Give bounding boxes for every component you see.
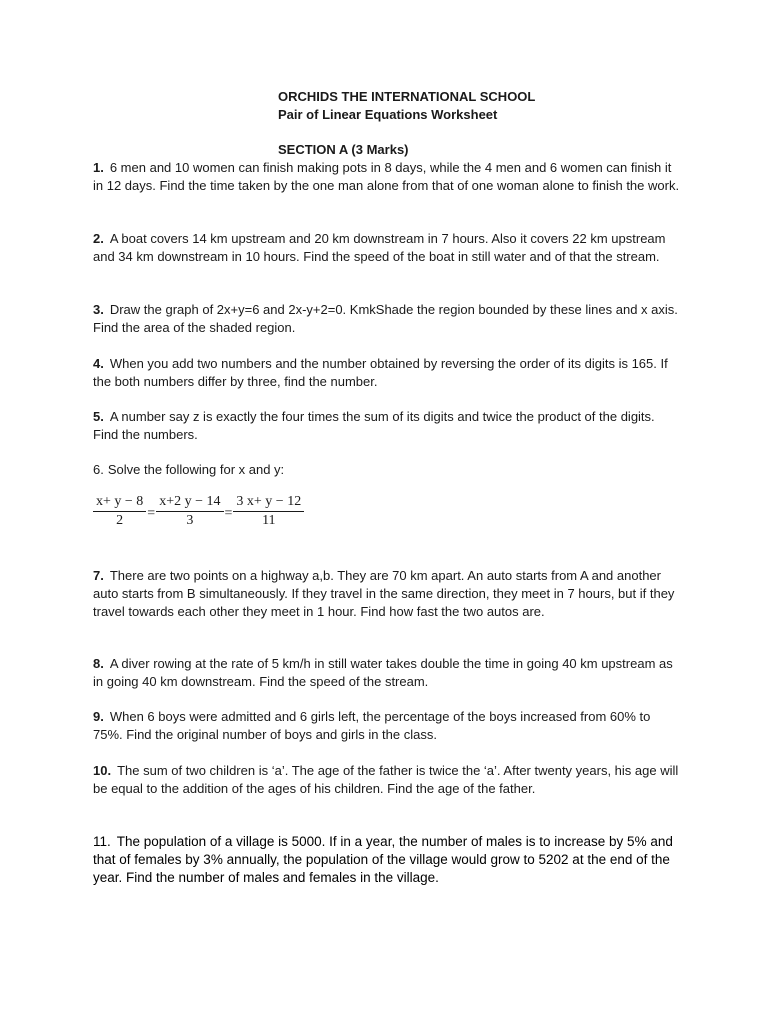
fraction-2-numerator: x+2 y − 14 xyxy=(156,494,223,512)
question-text: A diver rowing at the rate of 5 km/h in still water takes double the time in going 40 km upstream as in going 40 km downstream. Find the speed of the stream. xyxy=(93,656,673,689)
worksheet-title: Pair of Linear Equations Worksheet xyxy=(278,107,498,122)
question-text: The sum of two children is ‘a’. The age of the father is twice the ‘a’. After twenty years, his age will be equal to the addition of the ages of his children. Find the age of the father. xyxy=(93,763,679,796)
question-number: 2. xyxy=(93,231,104,246)
question-number: 8. xyxy=(93,656,104,671)
question-number: 6. xyxy=(93,462,104,477)
question-10 xyxy=(93,762,683,798)
question-text: 6 men and 10 women can finish making pots in 8 days, while the 4 men and 6 women can finish it in 12 days. Find the time taken by the one man alone from that of one woman alone to finish the work. xyxy=(93,160,680,193)
equation xyxy=(93,494,304,529)
question-number: 11. xyxy=(93,834,111,849)
question-text: When you add two numbers and the number obtained by reversing the order of its digits is 165. If the both numbers differ by three, find the number. xyxy=(93,356,668,389)
question-number: 7. xyxy=(93,568,104,583)
school-name: ORCHIDS THE INTERNATIONAL SCHOOL xyxy=(278,89,536,104)
question-text: There are two points on a highway a,b. They are 70 km apart. An auto starts from A and another auto starts from B simultaneously. If they travel in the same direction, they meet in 7 hours, but if they travel towards each other they meet in 1 hour. Find how fast the two autos are. xyxy=(93,568,675,619)
question-text: A boat covers 14 km upstream and 20 km downstream in 7 hours. Also it covers 22 km upstream and 34 km downstream in 10 hours. Find the speed of the boat in still water and of that the stream. xyxy=(93,231,666,264)
section-title: SECTION A (3 Marks) xyxy=(278,142,409,157)
question-2 xyxy=(93,230,683,266)
fraction-1-denominator: 2 xyxy=(116,513,124,528)
question-4 xyxy=(93,355,683,391)
question-number: 10. xyxy=(93,763,112,778)
question-3 xyxy=(93,301,683,337)
fraction-3-numerator: 3 x+ y − 12 xyxy=(233,494,304,512)
fraction-1 xyxy=(93,494,146,529)
equals-sign: = xyxy=(147,505,156,521)
question-11 xyxy=(93,833,683,887)
question-number: 9. xyxy=(93,709,104,724)
question-8 xyxy=(93,655,683,691)
question-9 xyxy=(93,708,683,744)
question-1 xyxy=(93,159,683,195)
fraction-2-denominator: 3 xyxy=(186,513,194,528)
question-text: A number say z is exactly the four times the sum of its digits and twice the product of the digits. Find the numbers. xyxy=(93,409,655,442)
question-6 xyxy=(93,461,683,479)
equals-sign: = xyxy=(224,505,233,521)
question-text: The population of a village is 5000. If in a year, the number of males is to increase by 5% and that of females by 3% annually, the population of the village would grow to 5202 at the end of the year. Find the number of males and females in the village. xyxy=(93,834,673,885)
question-number: 3. xyxy=(93,302,104,317)
question-text: Solve the following for x and y: xyxy=(107,462,285,477)
fraction-3 xyxy=(233,494,304,529)
question-number: 5. xyxy=(93,409,104,424)
document-header xyxy=(278,88,535,124)
question-number: 4. xyxy=(93,356,104,371)
question-text: When 6 boys were admitted and 6 girls left, the percentage of the boys increased from 60% to 75%. Find the original number of boys and girls in the class. xyxy=(93,709,651,742)
question-text: Draw the graph of 2x+y=6 and 2x-y+2=0. KmkShade the region bounded by these lines and x axis. Find the area of the shaded region. xyxy=(93,302,678,335)
fraction-3-denominator: 11 xyxy=(262,513,276,528)
question-5 xyxy=(93,408,683,444)
fraction-2 xyxy=(156,494,223,529)
fraction-1-numerator: x+ y − 8 xyxy=(93,494,146,512)
question-number: 1. xyxy=(93,160,104,175)
question-7 xyxy=(93,567,683,621)
